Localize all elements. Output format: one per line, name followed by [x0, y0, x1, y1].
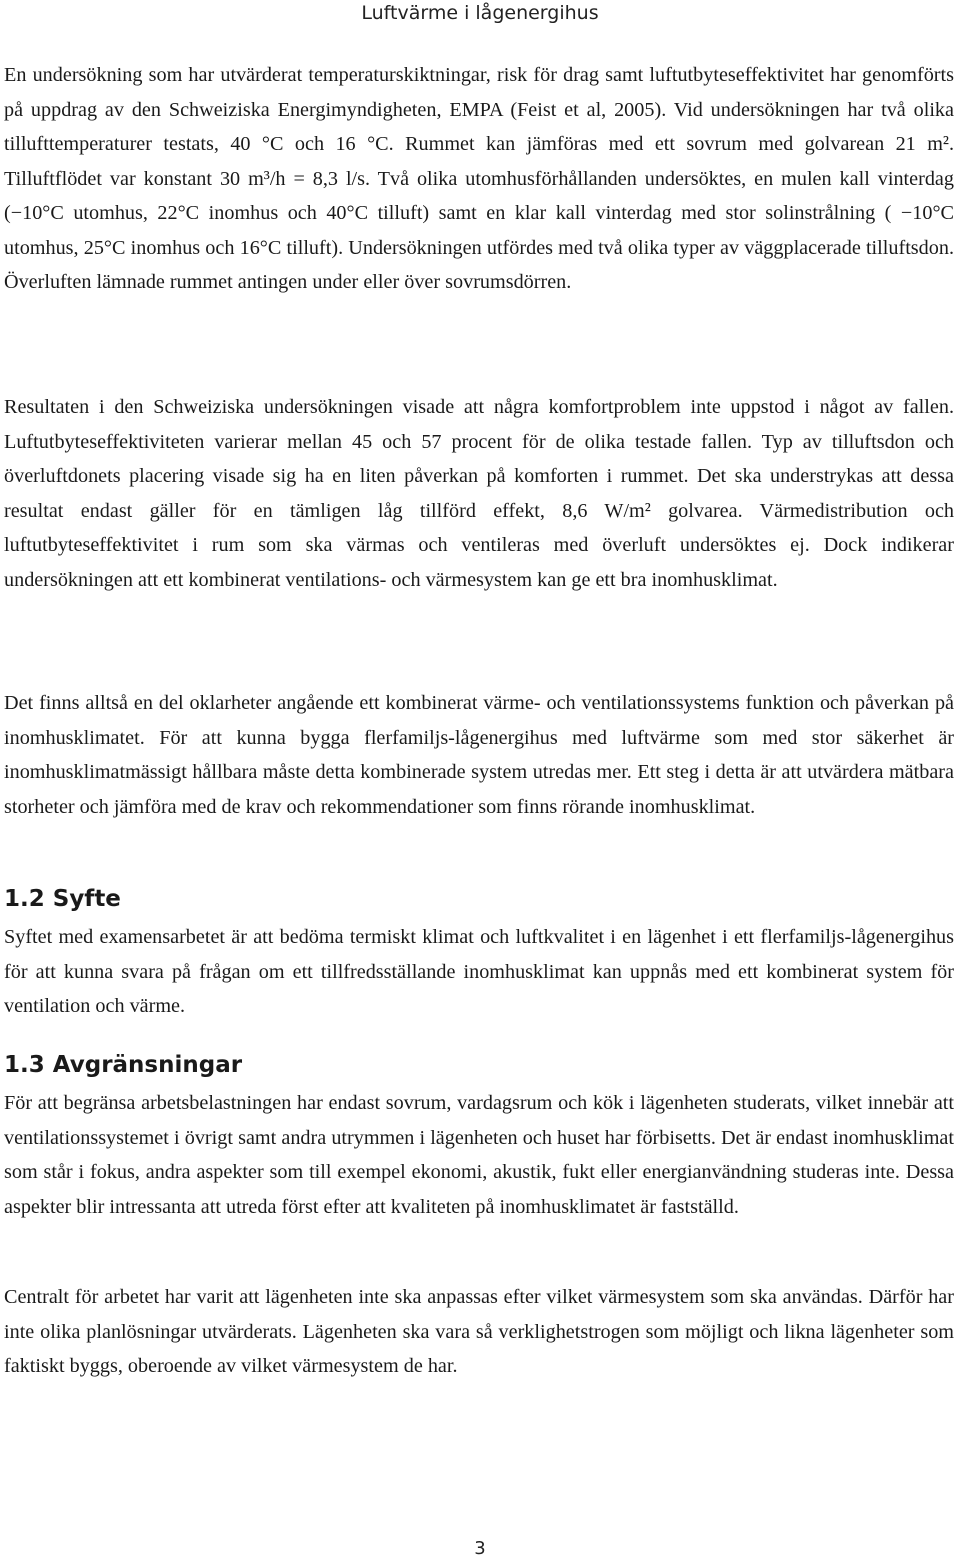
- paragraph-syfte: Syftet med examensarbetet är att bedöma termiskt klimat och luftkvalitet i en lägenhet i ett flerfamiljs-lågenergihus för att kunna svara på frågan om ett tillfredsställande inomhusklimat kan uppnås med ett kombinerat system för ventilation och värme.: [4, 926, 954, 1017]
- paragraph-results: Resultaten i den Schweiziska undersökningen visade att några komfortproblem inte uppstod i något av fallen. Luftutbyteseffektiviteten varierar mellan 45 och 57 procent för de olika testade fallen. Typ av tilluftsdon och överluftdonets placering visade sig ha en liten påverkan på komforten i rummet. Det ska understrykas att dessa resultat endast gäller för en tämligen låg tillförd effekt, 8,6 W/m² golvarea. Värmedistribution och luftutbyteseffektivitet i rum som ska värmas och ventileras med överluft undersöktes ej. Dock indikerar undersökningen att ett kombinerat ventilations- och värmesystem kan ge ett bra inomhusklimat.: [4, 396, 954, 591]
- running-header: Luftvärme i lågenergihus: [361, 2, 599, 24]
- section-heading-avgransningar: 1.3 Avgränsningar: [4, 1052, 243, 1078]
- paragraph-avgransningar-1: För att begränsa arbetsbelastningen har endast sovrum, vardagsrum och kök i lägenheten studerats, vilket innebär att ventilationssystemet i övrigt samt andra utrymmen i lägenheten och huset har förbisetts. Det är endast inomhusklimat som står i fokus, andra aspekter som till exempel ekonomi, akustik, fukt eller energianvändning studeras inte. Dessa aspekter blir intressanta att utreda först efter att kvaliteten på inomhusklimatet är fastställd.: [4, 1092, 954, 1218]
- paragraph-unclear: Det finns alltså en del oklarheter angående ett kombinerat värme- och ventilationssystems funktion och påverkan på inomhusklimatet. För att kunna bygga flerfamiljs-lågenergihus med luftvärme som med stor säkerhet är inomhusklimatmässigt hållbara måste detta kombinerade system utredas mer. Ett steg i detta är att utvärdera mätbara storheter och jämföra med de krav och rekommendationer som finns rörande inomhusklimat.: [4, 692, 954, 818]
- paragraph-avgransningar-2: Centralt för arbetet har varit att lägenheten inte ska anpassas efter vilket värmesystem som ska användas. Därför har inte olika planlösningar utvärderats. Lägenheten ska vara så verklighetstrogen som möjligt och likna lägenheter som faktiskt byggs, oberoende av vilket värmesystem de har.: [4, 1286, 954, 1377]
- page-number: 3: [474, 1538, 486, 1559]
- paragraph-empa-study: En undersökning som har utvärderat temperaturskiktningar, risk för drag samt luftutbyteseffektivitet har genomförts på uppdrag av den Schweiziska Energimyndigheten, EMPA (Feist et al, 2005). Vid undersökningen har två olika tillufttemperaturer testats, 40 °C och 16 °C. Rummet kan jämföras med ett sovrum med golvarean 21 m². Tilluftflödet var konstant 30 m³/h = 8,3 l/s. Två olika utomhusförhållanden undersöktes, en mulen kall vinterdag (−10°C utomhus, 22°C inomhus och 40°C tilluft) samt en klar kall vinterdag med stor solinstrålning ( −10°C utomhus, 25°C inomhus och 16°C tilluft). Undersökningen utfördes med två olika typer av väggplacerade tilluftsdon. Överluften lämnade rummet antingen under eller över sovrumsdörren.: [4, 64, 954, 293]
- section-heading-syfte: 1.2 Syfte: [4, 886, 121, 912]
